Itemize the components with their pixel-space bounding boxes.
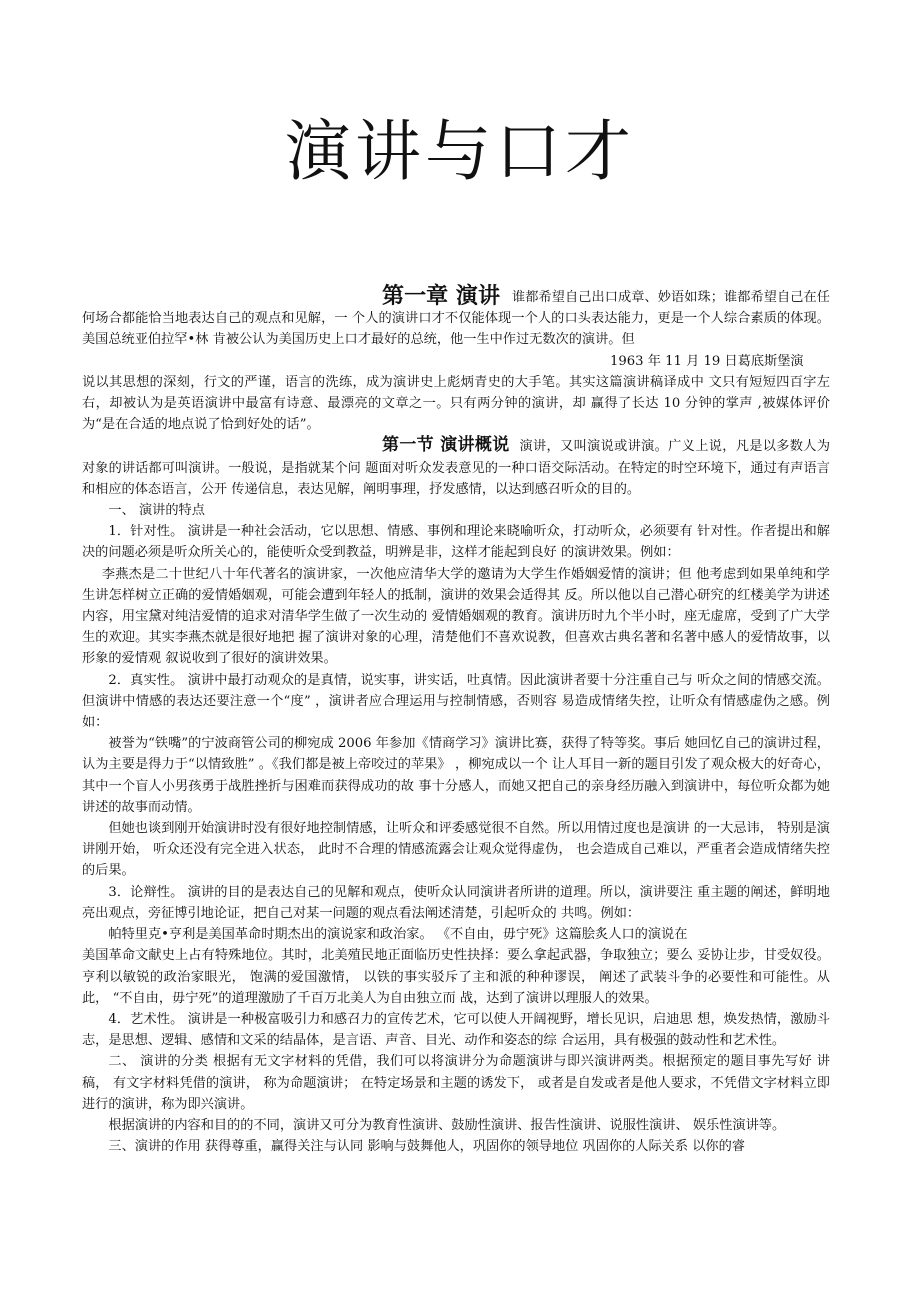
section-intro (82, 435, 830, 500)
chapter-date-line: 1963 年 11 月 19 日葛底斯堡演 (610, 353, 804, 369)
feature-3-example-b: 美国革命文献史上占有特殊地位。其时，北美殖民地正面临历史性抉择：要么拿起武器，争取独立；要么 妥协让步，甘受奴役。 亨利以敏锐的政治家眼光， 饱满的爱国激情， 以铁的事实驳斥了主和派的种种谬误， 阐述了武装斗争的必要性和可能性。从此， “不自由，毋宁死”的道理激励了千百万北美人为自由独立而 战，达到了演讲以理服人的效果。 (82, 948, 830, 1006)
feature-3-paragraph: 3．论辩性。 演讲的目的是表达自己的见解和观点，使听众认同演讲者所讲的道理。所以，演讲要注 重主题的阐述，鲜明地亮出观点，旁征博引地论证，把自己对某一问题的观点看法阐述清楚，引起听众的 共鸣。例如： (82, 884, 830, 921)
feature-3-example-a: 帕特里克•亨利是美国革命时期杰出的演说家和政治家。 《不自由，毋宁死》这篇脍炙人口的演说在 (108, 927, 688, 943)
chapter-heading: 第一章 演讲 (382, 284, 501, 309)
section-intro-text: 演讲，又叫演说或讲演。广义上说，凡是以多数人为对象的讲话都可叫演讲。一般说，是指就某个问 题面对听众发表意见的一种口语交际活动。在特定的时空环境下，通过有声语言和相应的体态语言，公开 传递信息，表达见解，阐明事理，抒发感情，以达到感召听众的目的。 (82, 439, 831, 497)
classification-paragraph: 二、 演讲的分类 根据有无文字材料的凭借，我们可以将演讲分为命题演讲与即兴演讲两类。根据预定的题目事先写好 讲稿， 有文字材料凭借的演讲， 称为命题演讲； 在特定场景和主题的诱发下， 或者是自发或者是他人要求，不凭借文字材料立即进行的演讲，称为即兴演讲。 (82, 1054, 830, 1112)
feature-1-example: 李燕杰是二十世纪八十年代著名的演讲家，一次他应清华大学的邀请为大学生作婚姻爱情的演讲；但 他考虑到如果单纯和学生讲怎样树立正确的爱情婚姻观，可能会遭到年轻人的抵制，演讲的效果会适得其 反。所以他以自己潜心研究的红楼美学为讲述内容，用宝黛对纯洁爱情的追求对清华学生做了一次生动的 爱情婚姻观的教育。演讲历时九个半小时，座无虚席，受到了广大学生的欢迎。其实李燕杰就是很好地把 握了演讲对象的心理，清楚他们不喜欢说教，但喜欢古典名著和名著中感人的爱情故事，以形象的爱情观 叙说收到了很好的演讲效果。 (82, 566, 830, 667)
document-title: 演讲与口才 (285, 113, 635, 190)
features-heading: 一、 演讲的特点 (108, 503, 205, 519)
classification-paragraph-2: 根据演讲的内容和目的的不同，演讲又可分为教育性演讲、鼓励性演讲、报告性演讲、说服性演讲、 娱乐性演讲等。 (108, 1117, 786, 1133)
function-paragraph: 三、演讲的作用 获得尊重，赢得关注与认同 影响与鼓舞他人，巩固你的领导地位 巩固你的人际关系 以你的睿 (108, 1139, 745, 1155)
chapter-intro-text: 谁都希望自己出口成章、妙语如珠；谁都希望自己在任何场合都能恰当地表达自己的观点和见解，一 个人的演讲口才不仅能体现一个人的口头表达能力，更是一个人综合素质的体现。美国总统亚伯拉罕•林 肯被公认为美国历史上口才最好的总统，他一生中作过无数次的演讲。但 (82, 290, 830, 348)
feature-1-paragraph: 1．针对性。 演讲是一种社会活动，它以思想、情感、事例和理论来晓喻听众，打动听众，必须要有 针对性。作者提出和解决的问题必须是听众所关心的，能使听众受到教益，明辨是非，这样才能起到良好 的演讲效果。例如： (82, 524, 830, 561)
chapter-intro-continued: 说以其思想的深刻，行文的严谨，语言的洗练，成为演讲史上彪炳青史的大手笔。其实这篇演讲稿译成中 文只有短短四百字左右，却被认为是英语演讲中最富有诗意、最漂亮的文章之一。只有两分钟的演讲，却 赢得了长达 10 分钟的掌声 ,被媒体评价为“是在合适的地点说了恰到好处的话”。 (82, 374, 830, 433)
feature-2-paragraph: 2．真实性。 演讲中最打动观众的是真情，说实事，讲实话，吐真情。因此演讲者要十分注重自己与 听众之间的情感交流。但演讲中情感的表达还要注意一个“度” ，演讲者应合理运用与控制情感，否则容 易造成情绪失控，让听众有情感虚伪之感。例如： (82, 672, 830, 731)
document-body (82, 286, 830, 1157)
feature-2-example-b: 但她也谈到刚开始演讲时没有很好地控制情感，让听众和评委感觉很不自然。所以用情过度也是演讲 的一大忌讳， 特别是演讲刚开始， 听众还没有完全进入状态， 此时不合理的情感流露会让观众觉得虚伪， 也会造成自己难以，严重者会造成情绪失控的后果。 (82, 821, 830, 879)
chapter-intro (82, 286, 830, 351)
section-heading: 第一节 演讲概说 (382, 435, 510, 456)
feature-4-paragraph: 4．艺术性。 演讲是一种极富吸引力和感召力的宣传艺术，它可以使人开阔视野，增长见识，启迪思 想，焕发热情，激励斗志，是思想、逻辑、感情和文采的结晶体，是言语、声音、目光、动作和姿态的综 合运用，具有极强的鼓动性和艺术性。 (82, 1011, 830, 1049)
feature-2-example-a: 被誉为“铁嘴”的宁波商管公司的柳宛成 2006 年参加《情商学习》演讲比赛，获得了特等奖。事后 她回忆自己的演讲过程，认为主要是得力于“以情致胜” 。《我们都是被上帝咬过的苹果》 ，柳宛成以一个 让人耳目一新的题目引发了观众极大的好奇心，其中一个盲人小男孩勇于战胜挫折与困难而获得成功的故 事十分感人，而她又把自己的亲身经历融入到演讲中，每位听众都为她讲述的故事而动情。 (82, 736, 830, 815)
